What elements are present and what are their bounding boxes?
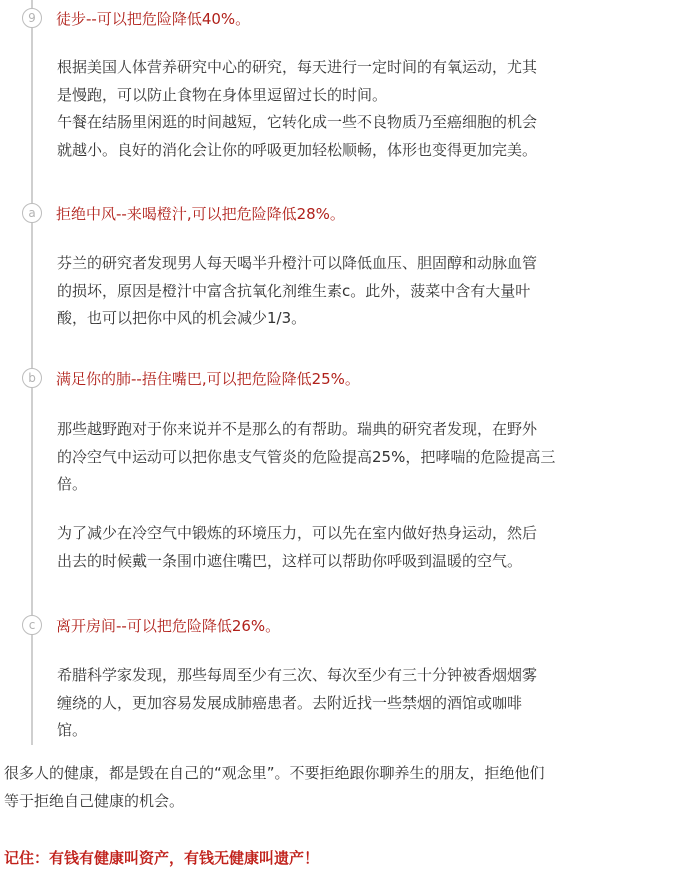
step-badge: b	[22, 368, 42, 388]
paragraph-line: 出去的时候戴一条围巾遮住嘴巴，这样可以帮助你呼吸到温暖的空气。	[57, 551, 523, 570]
section-paragraph	[57, 520, 657, 575]
section-paragraph	[57, 54, 657, 164]
paragraph-line: 缠绕的人，更加容易发展成肺癌患者。去附近找一些禁烟的酒馆或咖啡	[57, 693, 523, 712]
section-heading: 离开房间--可以把危险降低26%。	[56, 617, 281, 635]
paragraph-line: 那些越野跑对于你来说并不是那么的有帮助。瑞典的研究者发现，在野外	[57, 420, 538, 438]
step-badge: a	[22, 203, 42, 223]
paragraph-line: 酸，也可以把你中风的机会减少1/3。	[57, 309, 307, 327]
paragraph-line: 等于拒绝自己健康的机会。	[4, 791, 185, 810]
paragraph-line: 为了减少在冷空气中锻炼的环境压力，可以先在室内做好热身运动，然后	[57, 524, 538, 542]
paragraph-line: 根据美国人体营养研究中心的研究，每天进行一定时间的有氧运动，尤其	[57, 58, 538, 76]
paragraph-line: 很多人的健康，都是毁在自己的“观念里”。不要拒绝跟你聊养生的朋友，拒绝他们	[4, 764, 545, 782]
section-heading: 满足你的肺--捂住嘴巴,可以把危险降低25%。	[56, 370, 360, 388]
paragraph-line: 是慢跑，可以防止食物在身体里逗留过长的时间。	[57, 85, 388, 104]
paragraph-line: 芬兰的研究者发现男人每天喝半升橙汁可以降低血压、胆固醇和动脉血管	[57, 254, 538, 272]
slogan: 记住：有钱有健康叫资产，有钱无健康叫遗产！	[4, 849, 320, 867]
closing-paragraph	[4, 760, 545, 815]
paragraph-line: 的损坏，原因是橙汁中富含抗氧化剂维生素c。此外，菠菜中含有大量叶	[57, 281, 531, 300]
section-paragraph	[57, 662, 657, 745]
section-heading: 拒绝中风--来喝橙汁,可以把危险降低28%。	[56, 205, 345, 223]
step-badge: 9	[22, 8, 42, 28]
paragraph-line: 希腊科学家发现，那些每周至少有三次、每次至少有三十分钟被香烟烟雾	[57, 666, 538, 684]
paragraph-line: 的冷空气中运动可以把你患支气管炎的危险提高25%，把哮喘的危险提高三	[57, 447, 556, 466]
paragraph-line: 馆。	[57, 721, 88, 739]
step-badge: c	[22, 615, 42, 635]
paragraph-line: 午餐在结肠里闲逛的时间越短，它转化成一些不良物质乃至癌细胞的机会	[57, 113, 538, 131]
section-heading: 徒步--可以把危险降低40%。	[56, 10, 251, 28]
section-paragraph	[57, 250, 657, 333]
paragraph-line: 倍。	[57, 475, 88, 493]
section-paragraph	[57, 416, 657, 499]
paragraph-line: 就越小。良好的消化会让你的呼吸更加轻松顺畅，体形也变得更加完美。	[57, 140, 538, 159]
